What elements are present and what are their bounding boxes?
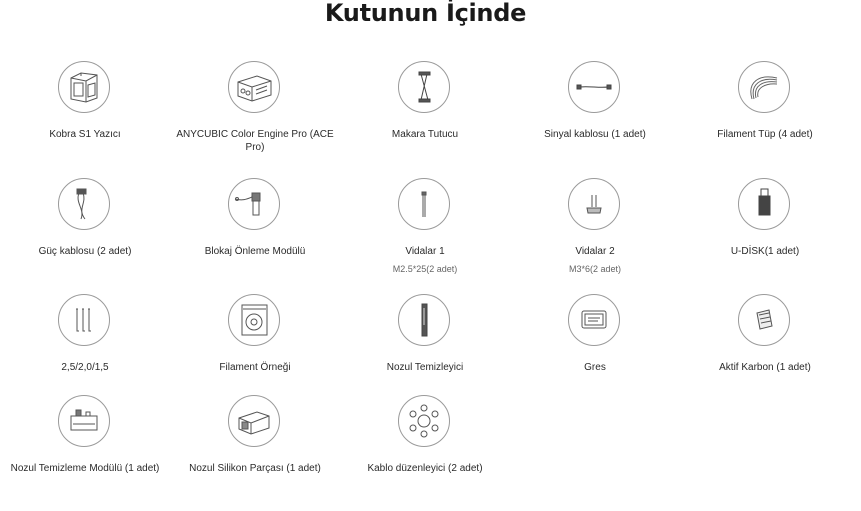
signal-cable-icon xyxy=(568,61,620,113)
power-cable-icon xyxy=(58,178,110,230)
cable-organizer-icon xyxy=(398,395,450,447)
item-label: Kobra S1 Yazıcı xyxy=(49,129,121,140)
item-label: Filament Tüp (4 adet) xyxy=(717,129,813,140)
item-label: Vidalar 2 xyxy=(575,246,615,257)
filament-tube-icon xyxy=(738,61,790,113)
spool-holder-icon xyxy=(398,61,450,113)
item-label: 2,5/2,0/1,5 xyxy=(61,362,109,373)
item-label: Gres xyxy=(584,362,606,373)
item-label: Nozul Temizleyici xyxy=(386,362,464,373)
screw-short-icon xyxy=(568,178,620,230)
ace-pro-icon xyxy=(228,61,280,113)
item-label: Filament Örneği xyxy=(219,362,291,373)
hex-keys-icon xyxy=(58,294,110,346)
filament-sample-icon xyxy=(228,294,280,346)
page-title: Kutunun İçinde xyxy=(324,0,527,27)
item-label: Makara Tutucu xyxy=(391,129,459,140)
item-label: Nozul Silikon Parçası (1 adet) xyxy=(189,463,321,474)
item-sublabel: M3*6(2 adet) xyxy=(568,264,622,274)
item-label: U-DİSK(1 adet) xyxy=(730,246,800,257)
printer-icon xyxy=(58,61,110,113)
nozzle-silicone-icon xyxy=(228,395,280,447)
anti-clog-module-icon xyxy=(228,178,280,230)
item-label: ANYCUBIC Color Engine Pro (ACE Pro) xyxy=(176,129,334,153)
nozzle-cleaning-module-icon xyxy=(58,395,110,447)
item-label: Aktif Karbon (1 adet) xyxy=(719,362,811,373)
grease-icon xyxy=(568,294,620,346)
screw-long-icon xyxy=(398,178,450,230)
usb-disk-icon xyxy=(738,178,790,230)
item-label: Kablo düzenleyici (2 adet) xyxy=(367,463,483,474)
item-label: Blokaj Önleme Modülü xyxy=(204,246,306,257)
item-label: Vidalar 1 xyxy=(405,246,445,257)
item-label: Sinyal kablosu (1 adet) xyxy=(544,129,646,140)
item-label: Nozul Temizleme Modülü (1 adet) xyxy=(10,463,160,474)
nozzle-cleaner-icon xyxy=(398,294,450,346)
activated-carbon-icon xyxy=(738,294,790,346)
item-label: Güç kablosu (2 adet) xyxy=(38,246,132,257)
item-sublabel: M2.5*25(2 adet) xyxy=(392,264,458,274)
